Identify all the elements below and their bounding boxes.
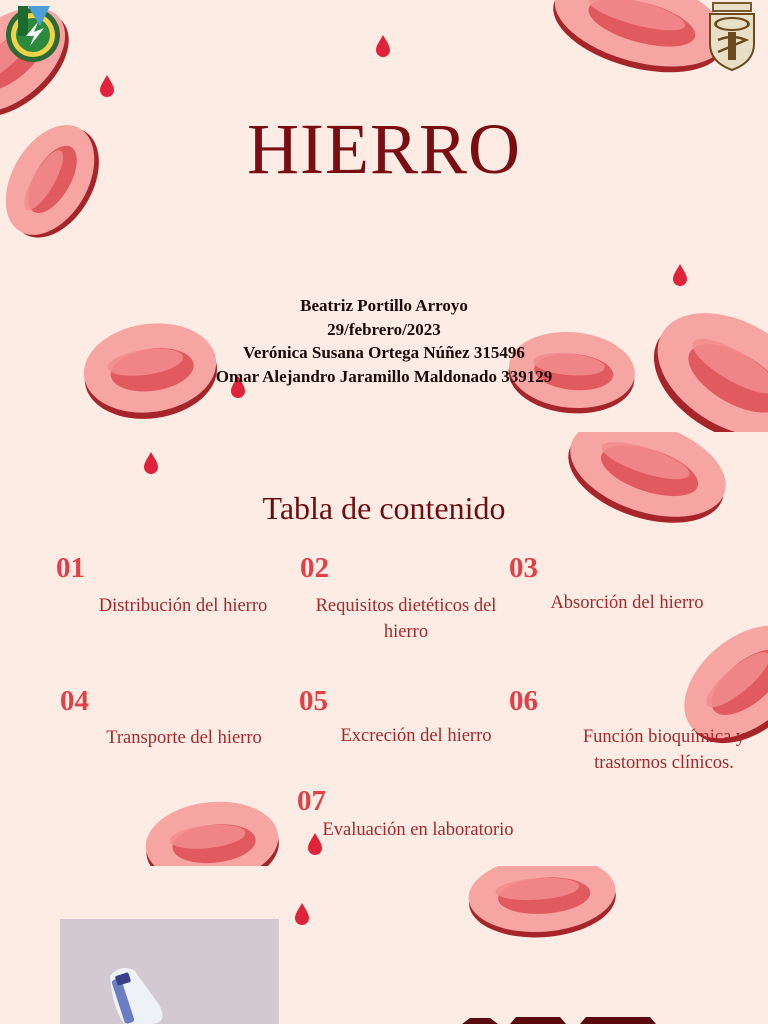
toc-number: 04 [60,685,89,717]
author-line: Omar Alejandro Jaramillo Maldonado 339129 [215,366,553,386]
date-line: 29/febrero/2023 [327,319,441,339]
toc-number: 03 [509,552,538,584]
blood-drop [376,35,390,57]
toc-label: Transporte del hierro [106,728,262,748]
toc-number: 02 [300,552,329,584]
red-blood-cell [142,795,283,866]
blood-cells-decoration [0,866,768,1024]
toc-label: Evaluación en laboratorio [322,820,514,840]
author-line: Verónica Susana Ortega Núñez 315496 [243,343,525,362]
toc-heading: Tabla de contenido [262,490,506,526]
toc-label: Absorción del hierro [550,593,704,613]
toc-number: 07 [297,785,326,817]
gloved-hand-test-tube-photo [60,919,279,1024]
presentation-title: HIERRO [247,109,521,189]
author-line: Beatriz Portillo Arroyo [300,296,468,315]
blood-drop [100,75,114,97]
toc-label: Requisitos dietéticos del hierro [315,596,497,642]
university-seal-icon [4,2,62,64]
authors-block [0,294,768,388]
toc-number: 06 [509,685,538,717]
toc-label: Función bioquímica y trastornos clínicos. [582,727,746,773]
blood-drop [144,452,158,474]
next-slide [0,866,768,1024]
red-blood-cell [466,866,618,942]
toc-label: Excreción del hierro [340,726,492,746]
clinicas-crest-icon [704,0,760,72]
blood-drop [673,264,687,286]
toc-number: 05 [299,685,328,717]
toc-number: 01 [56,552,85,584]
blood-drop [295,903,309,925]
cover-slide [0,0,768,432]
toc-slide [0,432,768,866]
toc-label: Distribución del hierro [98,596,268,616]
